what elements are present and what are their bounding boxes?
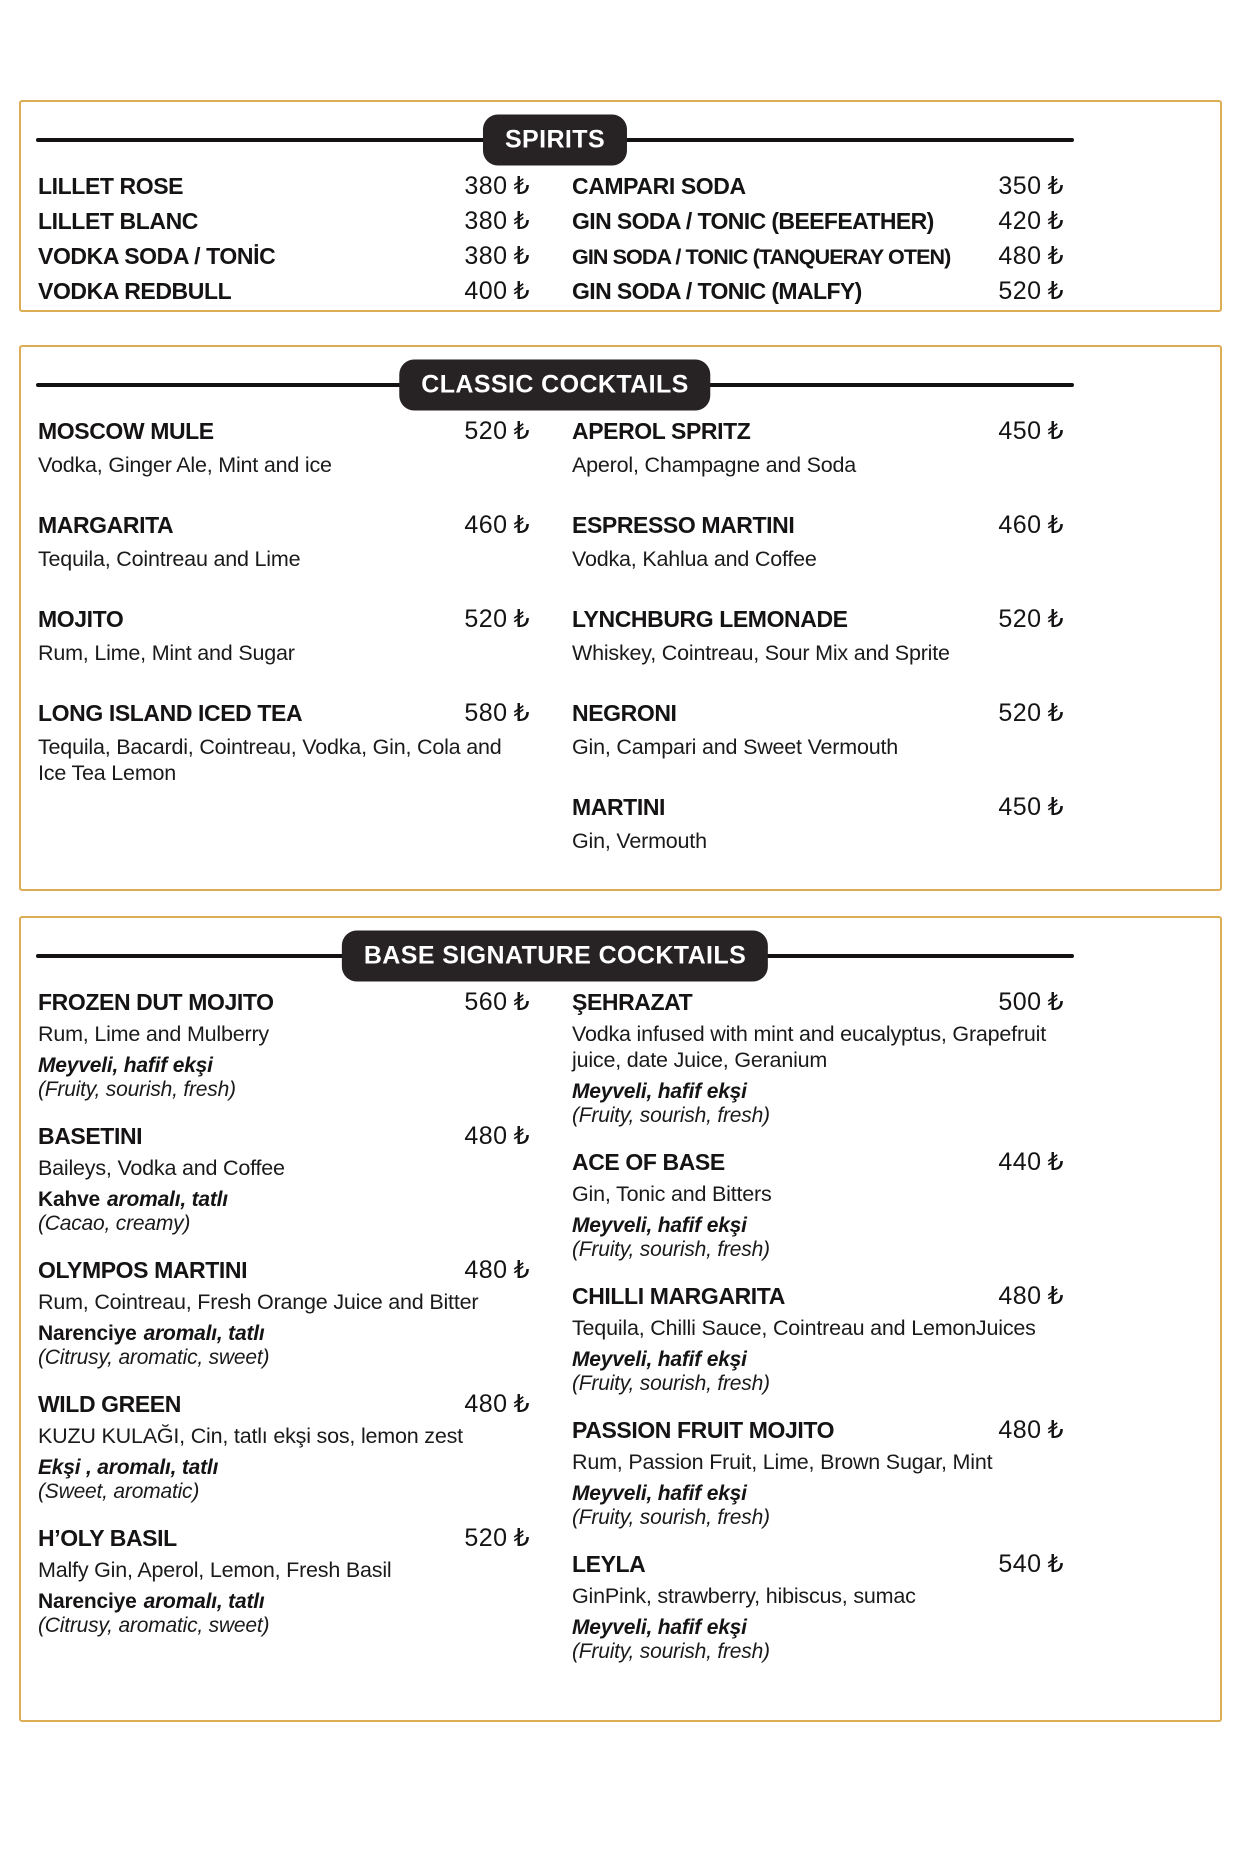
column-right bbox=[572, 171, 1064, 311]
flavor-head: Kahve bbox=[38, 1188, 101, 1211]
price-value: 460 bbox=[998, 511, 1042, 539]
price-value: 380 bbox=[464, 172, 508, 200]
item-name: VODKA REDBULL bbox=[38, 278, 232, 304]
currency-symbol: ₺ bbox=[513, 1389, 530, 1418]
menu-item bbox=[38, 171, 530, 201]
item-flavor-tr bbox=[572, 1213, 1064, 1238]
item-name: BASETINI bbox=[38, 1123, 143, 1149]
section-columns bbox=[21, 416, 1220, 886]
column-right bbox=[572, 416, 1064, 886]
price-value: 480 bbox=[998, 1282, 1042, 1310]
item-flavor-tr bbox=[38, 1053, 530, 1078]
item-price bbox=[464, 604, 530, 634]
price-value: 380 bbox=[464, 207, 508, 235]
item-flavor-tr bbox=[38, 1321, 530, 1346]
item-ingredients: KUZU KULAĞI, Cin, tatlı ekşi sos, lemon zest bbox=[38, 1424, 463, 1448]
menu-item bbox=[38, 276, 530, 306]
item-flavor-tr bbox=[572, 1079, 1064, 1104]
item-name: WILD GREEN bbox=[38, 1391, 181, 1417]
item-name: CHILLI MARGARITA bbox=[572, 1283, 785, 1309]
item-ingredients: Gin, Tonic and Bitters bbox=[572, 1182, 772, 1206]
currency-symbol: ₺ bbox=[1047, 206, 1064, 235]
menu-item bbox=[38, 1523, 530, 1638]
currency-symbol: ₺ bbox=[513, 416, 530, 445]
menu-item bbox=[572, 416, 1064, 478]
item-ingredients: Rum, Lime and Mulberry bbox=[38, 1022, 269, 1046]
item-price bbox=[464, 987, 530, 1017]
column-left bbox=[38, 171, 530, 311]
currency-symbol: ₺ bbox=[1047, 604, 1064, 633]
item-price bbox=[998, 241, 1064, 271]
item-price bbox=[464, 698, 530, 728]
section-columns bbox=[21, 987, 1220, 1683]
item-name: MARGARITA bbox=[38, 512, 174, 538]
item-name: LILLET BLANC bbox=[38, 208, 199, 234]
item-price bbox=[998, 206, 1064, 236]
currency-symbol: ₺ bbox=[513, 698, 530, 727]
item-name: MOJITO bbox=[38, 606, 124, 632]
price-value: 450 bbox=[998, 417, 1042, 445]
item-price bbox=[464, 206, 530, 236]
currency-symbol: ₺ bbox=[513, 1523, 530, 1552]
currency-symbol: ₺ bbox=[513, 1255, 530, 1284]
item-flavor-en: (Fruity, sourish, fresh) bbox=[38, 1078, 236, 1101]
item-ingredients: Vodka, Ginger Ale, Mint and ice bbox=[38, 453, 332, 477]
price-value: 480 bbox=[464, 1390, 508, 1418]
price-value: 380 bbox=[464, 242, 508, 270]
column-left bbox=[38, 987, 530, 1683]
menu-item bbox=[38, 416, 530, 478]
menu-item bbox=[572, 276, 1064, 306]
item-price bbox=[998, 276, 1064, 306]
currency-symbol: ₺ bbox=[513, 276, 530, 305]
flavor-tail: aromalı, tatlı bbox=[143, 1590, 265, 1613]
price-value: 440 bbox=[998, 1148, 1042, 1176]
item-flavor-tr bbox=[572, 1481, 1064, 1506]
currency-symbol: ₺ bbox=[1047, 698, 1064, 727]
price-value: 460 bbox=[464, 511, 508, 539]
menu-item bbox=[572, 792, 1064, 854]
item-ingredients: Rum, Lime, Mint and Sugar bbox=[38, 641, 295, 665]
flavor-tail: aromalı, tatlı bbox=[107, 1188, 228, 1211]
price-value: 520 bbox=[464, 1524, 508, 1552]
menu-item bbox=[572, 698, 1064, 760]
item-price bbox=[998, 604, 1064, 634]
item-price bbox=[998, 1549, 1064, 1579]
price-value: 560 bbox=[464, 988, 508, 1016]
item-name: MOSCOW MULE bbox=[38, 418, 214, 444]
currency-symbol: ₺ bbox=[1047, 1281, 1064, 1310]
item-price bbox=[998, 1415, 1064, 1445]
price-value: 520 bbox=[464, 417, 508, 445]
menu-item bbox=[38, 1121, 530, 1236]
item-name: LEYLA bbox=[572, 1551, 646, 1577]
item-name: APEROL SPRITZ bbox=[572, 418, 751, 444]
item-price bbox=[464, 276, 530, 306]
flavor-head: Narenciye bbox=[38, 1590, 137, 1613]
column-left bbox=[38, 416, 530, 886]
section-title-badge: CLASSIC COCKTAILS bbox=[399, 360, 710, 411]
flavor-tail: Ekşi , aromalı, tatlı bbox=[38, 1456, 219, 1479]
menu-item bbox=[572, 510, 1064, 572]
item-flavor-en: (Citrusy, aromatic, sweet) bbox=[38, 1614, 270, 1637]
section-title-badge: BASE SIGNATURE COCKTAILS bbox=[342, 931, 768, 982]
item-ingredients: Gin, Campari and Sweet Vermouth bbox=[572, 735, 899, 759]
section-base-signature-cocktails bbox=[19, 916, 1222, 1722]
menu-item bbox=[38, 698, 530, 786]
item-price bbox=[998, 1147, 1064, 1177]
item-ingredients: Aperol, Champagne and Soda bbox=[572, 453, 857, 477]
flavor-head: Narenciye bbox=[38, 1322, 137, 1345]
item-ingredients: Baileys, Vodka and Coffee bbox=[38, 1156, 285, 1180]
item-flavor-tr bbox=[38, 1187, 530, 1212]
item-price bbox=[998, 171, 1064, 201]
item-name: GIN SODA / TONIC (BEEFEATHER) bbox=[572, 208, 934, 234]
item-ingredients: Gin, Vermouth bbox=[572, 829, 707, 853]
item-name: GIN SODA / TONIC (MALFY) bbox=[572, 278, 862, 304]
item-flavor-tr bbox=[38, 1455, 530, 1480]
item-flavor-en: (Fruity, sourish, fresh) bbox=[572, 1640, 770, 1663]
price-value: 480 bbox=[464, 1256, 508, 1284]
item-flavor-tr bbox=[38, 1589, 530, 1614]
currency-symbol: ₺ bbox=[1047, 987, 1064, 1016]
currency-symbol: ₺ bbox=[1047, 510, 1064, 539]
section-header bbox=[36, 360, 1074, 410]
item-name: LILLET ROSE bbox=[38, 173, 184, 199]
item-price bbox=[998, 987, 1064, 1017]
flavor-tail: Meyveli, hafif ekşi bbox=[572, 1348, 747, 1371]
item-ingredients: Rum, Cointreau, Fresh Orange Juice and Bitter bbox=[38, 1290, 479, 1314]
flavor-tail: aromalı, tatlı bbox=[143, 1322, 265, 1345]
currency-symbol: ₺ bbox=[513, 510, 530, 539]
currency-symbol: ₺ bbox=[1047, 416, 1064, 445]
menu-item bbox=[38, 987, 530, 1102]
menu-item bbox=[572, 1281, 1064, 1396]
price-value: 520 bbox=[998, 277, 1042, 305]
price-value: 400 bbox=[464, 277, 508, 305]
item-price bbox=[998, 416, 1064, 446]
item-name: LYNCHBURG LEMONADE bbox=[572, 606, 848, 632]
currency-symbol: ₺ bbox=[513, 206, 530, 235]
item-flavor-en: (Cacao, creamy) bbox=[38, 1212, 191, 1235]
item-price bbox=[464, 241, 530, 271]
price-value: 350 bbox=[998, 172, 1042, 200]
item-ingredients: Whiskey, Cointreau, Sour Mix and Sprite bbox=[572, 641, 950, 665]
menu-item bbox=[572, 604, 1064, 666]
item-name: OLYMPOS MARTINI bbox=[38, 1257, 248, 1283]
currency-symbol: ₺ bbox=[513, 171, 530, 200]
menu-item bbox=[572, 987, 1064, 1128]
item-name: H’OLY BASIL bbox=[38, 1525, 177, 1551]
menu-item bbox=[38, 241, 530, 271]
price-value: 500 bbox=[998, 988, 1042, 1016]
price-value: 520 bbox=[998, 699, 1042, 727]
price-value: 480 bbox=[998, 1416, 1042, 1444]
item-flavor-en: (Fruity, sourish, fresh) bbox=[572, 1506, 770, 1529]
menu-page bbox=[0, 100, 1241, 1855]
item-flavor-tr bbox=[572, 1347, 1064, 1372]
item-price bbox=[998, 698, 1064, 728]
item-price bbox=[998, 510, 1064, 540]
item-name: FROZEN DUT MOJITO bbox=[38, 989, 274, 1015]
price-value: 450 bbox=[998, 793, 1042, 821]
item-price bbox=[464, 416, 530, 446]
menu-item bbox=[572, 206, 1064, 236]
section-header bbox=[36, 931, 1074, 981]
item-ingredients: Malfy Gin, Aperol, Lemon, Fresh Basil bbox=[38, 1558, 392, 1582]
price-value: 540 bbox=[998, 1550, 1042, 1578]
item-flavor-tr bbox=[572, 1615, 1064, 1640]
section-columns bbox=[21, 171, 1220, 311]
item-price bbox=[464, 1523, 530, 1553]
section-spirits bbox=[19, 100, 1222, 312]
price-value: 480 bbox=[998, 242, 1042, 270]
section-classic-cocktails bbox=[19, 345, 1222, 891]
menu-item bbox=[38, 1389, 530, 1504]
menu-item bbox=[572, 1549, 1064, 1664]
currency-symbol: ₺ bbox=[1047, 1549, 1064, 1578]
menu-item bbox=[38, 510, 530, 572]
price-value: 520 bbox=[464, 605, 508, 633]
flavor-tail: Meyveli, hafif ekşi bbox=[38, 1054, 213, 1077]
currency-symbol: ₺ bbox=[513, 987, 530, 1016]
item-flavor-en: (Fruity, sourish, fresh) bbox=[572, 1372, 770, 1395]
flavor-tail: Meyveli, hafif ekşi bbox=[572, 1616, 747, 1639]
item-ingredients: Tequila, Cointreau and Lime bbox=[38, 547, 301, 571]
item-flavor-en: (Fruity, sourish, fresh) bbox=[572, 1104, 770, 1127]
item-name: LONG ISLAND ICED TEA bbox=[38, 700, 303, 726]
menu-item bbox=[572, 171, 1064, 201]
item-name: PASSION FRUIT MOJITO bbox=[572, 1417, 835, 1443]
menu-item bbox=[572, 1415, 1064, 1530]
currency-symbol: ₺ bbox=[1047, 1415, 1064, 1444]
currency-symbol: ₺ bbox=[513, 241, 530, 270]
section-title-badge: SPIRITS bbox=[483, 115, 627, 166]
price-value: 580 bbox=[464, 699, 508, 727]
menu-item bbox=[38, 206, 530, 236]
item-name: ESPRESSO MARTINI bbox=[572, 512, 795, 538]
item-ingredients: GinPink, strawberry, hibiscus, sumac bbox=[572, 1584, 916, 1608]
item-ingredients: Tequila, Bacardi, Cointreau, Vodka, Gin, Cola and Ice Tea Lemon bbox=[38, 735, 502, 785]
item-price bbox=[464, 171, 530, 201]
item-price bbox=[998, 1281, 1064, 1311]
flavor-tail: Meyveli, hafif ekşi bbox=[572, 1214, 747, 1237]
price-value: 520 bbox=[998, 605, 1042, 633]
item-name: CAMPARI SODA bbox=[572, 173, 746, 199]
menu-item bbox=[572, 241, 1064, 271]
item-ingredients: Rum, Passion Fruit, Lime, Brown Sugar, Mint bbox=[572, 1450, 993, 1474]
item-price bbox=[464, 510, 530, 540]
currency-symbol: ₺ bbox=[513, 1121, 530, 1150]
currency-symbol: ₺ bbox=[1047, 276, 1064, 305]
currency-symbol: ₺ bbox=[1047, 171, 1064, 200]
item-ingredients: Tequila, Chilli Sauce, Cointreau and LemonJuices bbox=[572, 1316, 1036, 1340]
column-right bbox=[572, 987, 1064, 1683]
item-ingredients: Vodka infused with mint and eucalyptus, Grapefruit juice, date Juice, Geranium bbox=[572, 1022, 1047, 1072]
flavor-tail: Meyveli, hafif ekşi bbox=[572, 1482, 747, 1505]
currency-symbol: ₺ bbox=[1047, 1147, 1064, 1176]
item-name: ŞEHRAZAT bbox=[572, 989, 693, 1015]
item-name: GIN SODA / TONIC (TANQUERAY OTEN) bbox=[572, 245, 951, 269]
price-value: 420 bbox=[998, 207, 1042, 235]
currency-symbol: ₺ bbox=[1047, 792, 1064, 821]
item-name: ACE OF BASE bbox=[572, 1149, 725, 1175]
item-price bbox=[464, 1255, 530, 1285]
item-name: VODKA SODA / TONİC bbox=[38, 243, 276, 269]
menu-item bbox=[572, 1147, 1064, 1262]
flavor-tail: Meyveli, hafif ekşi bbox=[572, 1080, 747, 1103]
section-header bbox=[36, 115, 1074, 165]
item-flavor-en: (Fruity, sourish, fresh) bbox=[572, 1238, 770, 1261]
price-value: 480 bbox=[464, 1122, 508, 1150]
item-price bbox=[464, 1121, 530, 1151]
item-flavor-en: (Sweet, aromatic) bbox=[38, 1480, 200, 1503]
menu-item bbox=[38, 604, 530, 666]
currency-symbol: ₺ bbox=[1047, 241, 1064, 270]
menu-item bbox=[38, 1255, 530, 1370]
currency-symbol: ₺ bbox=[513, 604, 530, 633]
item-price bbox=[464, 1389, 530, 1419]
item-flavor-en: (Citrusy, aromatic, sweet) bbox=[38, 1346, 270, 1369]
item-ingredients: Vodka, Kahlua and Coffee bbox=[572, 547, 817, 571]
item-name: NEGRONI bbox=[572, 700, 677, 726]
item-name: MARTINI bbox=[572, 794, 666, 820]
item-price bbox=[998, 792, 1064, 822]
